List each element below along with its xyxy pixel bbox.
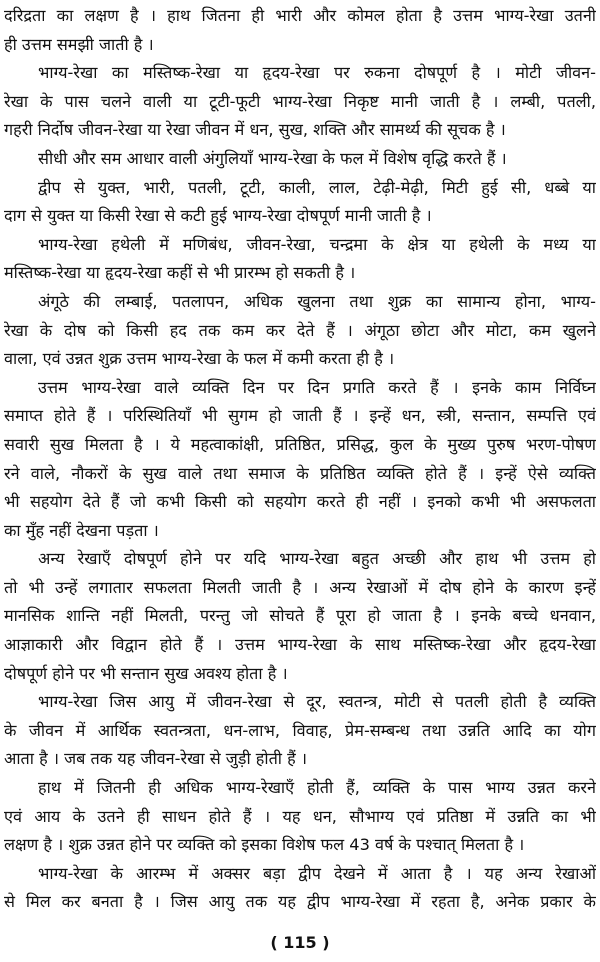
text-line: भाग्य-रेखा के आरम्भ में अक्सर बड़ा द्वीप देखने में आता है । यह अन्य रेखाओं [38, 863, 596, 883]
page-text-body [4, 2, 596, 917]
text-line: के जीवन में आर्थिक स्वतन्त्रता, धन-लाभ, विवाह, प्रेम-सम्बन्ध तथा उन्नति आदि का योग [4, 720, 596, 740]
text-line: रेखा के पास चलने वाली या टूटी-फूटी भाग्य-रेखा निकृष्ट मानी जाती है । लम्बी, पतली, [4, 91, 596, 111]
text-line: दोषपूर्ण होने पर भी सन्तान सुख अवश्य होता है । [4, 663, 288, 683]
text-line: भाग्य-रेखा का मस्तिष्क-रेखा या हृदय-रेखा पर रुकना दोषपूर्ण है । मोटी जीवन- [38, 63, 596, 83]
text-line: मानसिक शान्ति नहीं मिलती, परन्तु जो सोचते हैं पूरा हो जाता है । इनके बच्चे धनवान, [4, 606, 596, 626]
text-line: मस्तिष्क-रेखा या हृदय-रेखा कहीं से भी प्रारम्भ हो सकती है । [4, 263, 356, 283]
text-line: भाग्य-रेखा जिस आयु में जीवन-रेखा से दूर, स्वतन्त्र, मोटी से पतली होती है व्यक्ति [38, 692, 596, 712]
text-line: ही उत्तम समझी जाती है । [4, 34, 154, 54]
text-line: द्वीप से युक्त, भारी, पतली, टूटी, काली, लाल, टेढ़ी-मेढ़ी, मिटी हुई सी, धब्बे या [38, 177, 596, 197]
text-line: समाप्त होते हैं । परिस्थितियाँ भी सुगम हो जाती हैं । इन्हें धन, स्त्री, सन्तान, सम्पत्ति एवं [4, 406, 596, 426]
text-line: अन्य रेखाएँ दोषपूर्ण होने पर यदि भाग्य-रेखा बहुत अच्छी और हाथ भी उत्तम हो [38, 549, 596, 569]
text-line: वाला, एवं उन्नत शुक्र उत्तम भाग्य-रेखा के फल में कमी करता ही है । [4, 349, 395, 369]
page-number: ( 115 ) [270, 933, 330, 952]
text-line: दाग से युक्त या किसी रेखा से कटी हुई भाग्य-रेखा दोषपूर्ण मानी जाती है । [4, 206, 432, 226]
text-line: से मिल कर बनता है । जिस आयु तक यह द्वीप भाग्य-रेखा में रहता है, अनेक प्रकार के [4, 892, 596, 912]
text-line: का मुँह नहीं देखना पड़ता । [4, 520, 159, 540]
text-line: लक्षण है । शुक्र उन्नत होने पर व्यक्ति को इसका विशेष फल 43 वर्ष के पश्चात् मिलता है । [4, 835, 525, 855]
text-line: सीधी और सम आधार वाली अंगुलियाँ भाग्य-रेखा के फल में विशेष वृद्धि करते हैं । [38, 148, 507, 168]
text-line: आज्ञाकारी और विद्वान होते हैं । उत्तम भाग्य-रेखा के साथ मस्तिष्क-रेखा और हृदय-रेखा [4, 635, 596, 655]
text-line: अंगूठे की लम्बाई, पतलापन, अधिक खुलना तथा शुक्र का सामान्य होना, भाग्य- [38, 291, 596, 311]
text-line: गहरी निर्दोष जीवन-रेखा या रेखा जीवन में धन, सुख, शक्ति और सामर्थ्य की सूचक है । [4, 120, 506, 140]
text-line: रने वाले, नौकरों के सुख वाले तथा समाज के प्रतिष्ठित व्यक्ति होते हैं । इन्हें ऐसे व्यक्ति [4, 463, 596, 483]
text-line: दरिद्रता का लक्षण है । हाथ जितना ही भारी और कोमल होता है उत्तम भाग्य-रेखा उतनी [4, 6, 596, 25]
text-line: तो भी उन्हें लगातार सफलता मिलती जाती है । अन्य रेखाओं में दोष होने के कारण इन्हें [4, 577, 596, 597]
text-line: एवं आय के उतने ही साधन होते हैं । यह धन, सौभाग्य एवं प्रतिष्ठा में उन्नति का भी [4, 806, 596, 826]
text-line: आता है । जब तक यह जीवन-रेखा से जुड़ी होती हैं । [4, 749, 308, 769]
text-line: हाथ में जितनी ही अधिक भाग्य-रेखाएँ होती हैं, व्यक्ति के पास भाग्य उन्नत करने [38, 778, 596, 798]
text-line: भी सहयोग देते हैं जो कभी किसी को सहयोग करते ही नहीं । इनको कभी भी असफलता [4, 492, 596, 512]
text-line: रेखा के दोष को किसी हद तक कम कर देते हैं । अंगूठा छोटा और मोटा, कम खुलने [4, 320, 596, 340]
text-line: भाग्य-रेखा हथेली में मणिबंध, जीवन-रेखा, चन्द्रमा के क्षेत्र या हथेली के मध्य या [38, 234, 596, 254]
text-line: उत्तम भाग्य-रेखा वाले व्यक्ति दिन पर दिन प्रगति करते हैं । इनके काम निर्विघ्न [38, 377, 596, 397]
text-line: सवारी सुख मिलता है । ये महत्वाकांक्षी, प्रतिष्ठित, प्रसिद्ध, कुल के मुख्य पुरुष भरण-पोषण [4, 434, 596, 454]
